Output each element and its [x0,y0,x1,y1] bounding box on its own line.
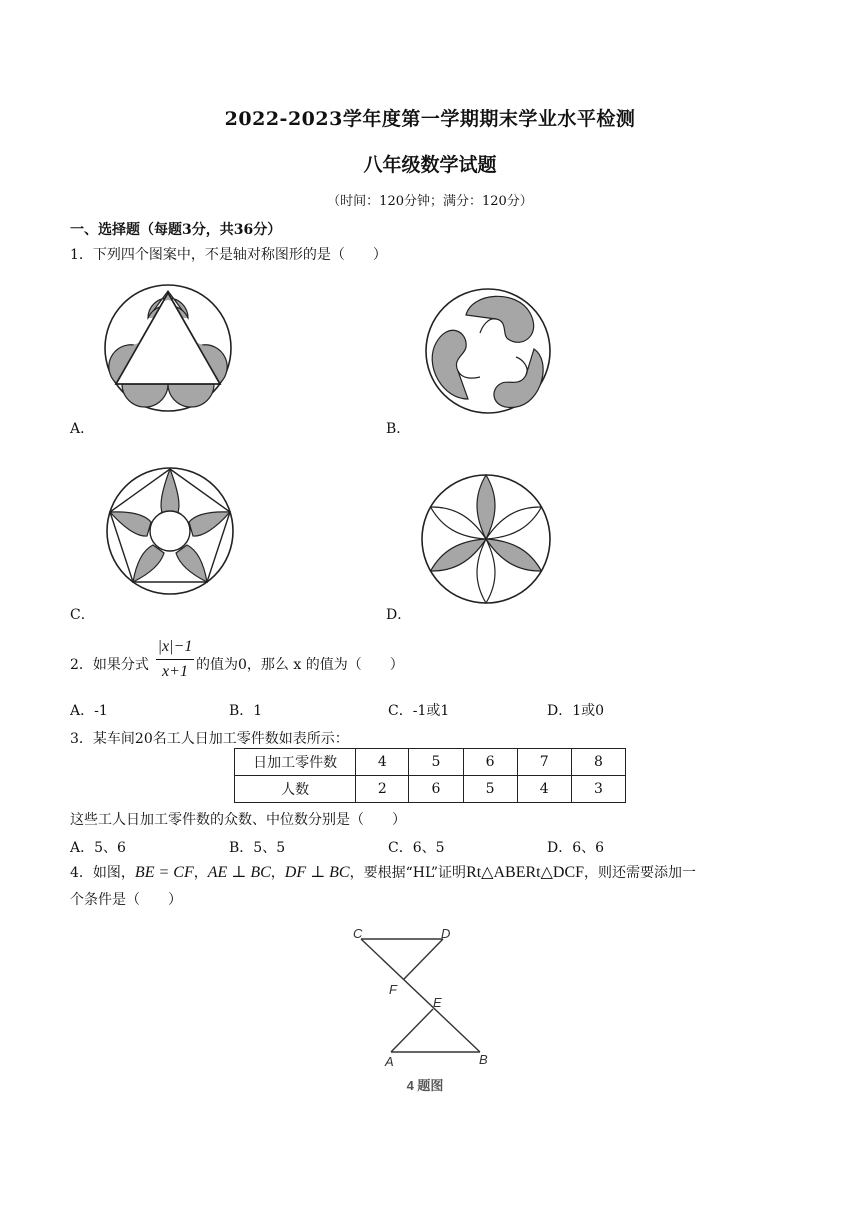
figure-b-blade-3 [432,330,468,399]
q4-figure [345,922,505,1100]
q4-line1: 4．如图，BE = CF，AE ⊥ BC，DF ⊥ BC，要根据“HL”证明Rt△ABERt△DCF，则还需要添加一 [70,864,697,881]
table-cell: 4 [517,776,571,803]
figure-d-petals [426,475,546,603]
exam-subtitle: 八年级数学试题 [363,154,497,176]
q4-line2: 个条件是（ ） [70,892,182,908]
point-label-e: E [433,995,442,1010]
table-header-cell: 人数 [235,776,356,803]
table-cell: 5 [463,776,517,803]
q2-option-a: A．-1 [70,703,108,719]
table-row [235,749,626,776]
q1-label-b: B． [386,421,411,437]
table-row [235,776,626,803]
q3-option-c: C．6、5 [388,840,445,856]
q1-label-a: A． [70,421,95,437]
q4-figure-lines [361,939,480,1052]
q4-condition-2: AE ⊥ BC [207,864,271,881]
table-cell: 6 [409,776,463,803]
point-label-c: C [353,926,363,941]
figure-a [100,283,240,413]
q3-option-b: B．5、5 [229,840,286,856]
figure-c [103,465,237,595]
q3-option-d: D．6、6 [547,840,605,856]
section-heading: 一、选择题（每题3分，共36分） [70,222,282,238]
figure-c-center [150,511,190,551]
q1-label-d: D． [386,607,412,623]
q2-denominator: x+1 [162,663,188,680]
q2-fraction-bar [156,659,194,660]
point-label-a: A [385,1054,394,1069]
q4-stem-prefix: 4．如图， [70,865,135,881]
point-label-b: B [479,1052,488,1067]
point-label-d: D [441,926,451,941]
q2-numerator: |x|−1 [157,638,193,655]
q3-followup: 这些工人日加工零件数的众数、中位数分别是（ ） [70,812,406,828]
q4-figure-caption: 4 题图 [406,1078,444,1093]
point-label-f: F [389,982,397,997]
figure-b [422,287,556,417]
q2-option-d: D．1或0 [547,703,605,719]
table-header-cell: 日加工零件数 [235,749,356,776]
q4-stem-end: ，则还需要添加一 [584,865,697,881]
q2-stem-before: 2．如果分式 [70,657,149,673]
table-cell: 4 [356,749,409,776]
table-cell: 6 [463,749,517,776]
figure-a-lobe-bottom-right [168,384,214,407]
q4-condition-3: DF ⊥ BC [284,864,350,881]
table-cell: 2 [356,776,409,803]
figure-a-triangle [116,293,220,384]
q4-stem-mid: ，要根据“HL”证明 [349,865,467,881]
q3-table [234,748,626,803]
q2-option-c: C．-1或1 [388,703,450,719]
q3-stem: 3．某车间20名工人日加工零件数如表所示： [70,731,349,747]
q2-stem-after: 的值为0，那么 x 的值为（ ） [196,657,404,673]
table-cell: 5 [409,749,463,776]
table-cell: 3 [571,776,625,803]
table-cell: 8 [571,749,625,776]
q4-figure-labels [353,926,488,1069]
table-cell: 7 [517,749,571,776]
q4-condition-1: BE = CF [134,864,194,881]
q2-option-b: B．1 [229,703,263,719]
exam-title: 2022-2023学年度第一学期期末学业水平检测 [224,108,636,130]
q3-option-a: A．5、6 [70,840,126,856]
figure-d [418,471,554,607]
exam-meta: （时间：120分钟；满分：120分） [327,194,533,209]
figure-b-blade-1 [466,296,534,342]
figure-a-lobe-bottom-left [122,384,168,407]
q2-fraction [156,637,194,682]
q1-label-c: C． [70,607,95,623]
q1-stem: 1．下列四个图案中，不是轴对称图形的是（ ） [70,247,387,263]
q4-condition-4: Rt△ABERt△DCF [466,864,585,881]
